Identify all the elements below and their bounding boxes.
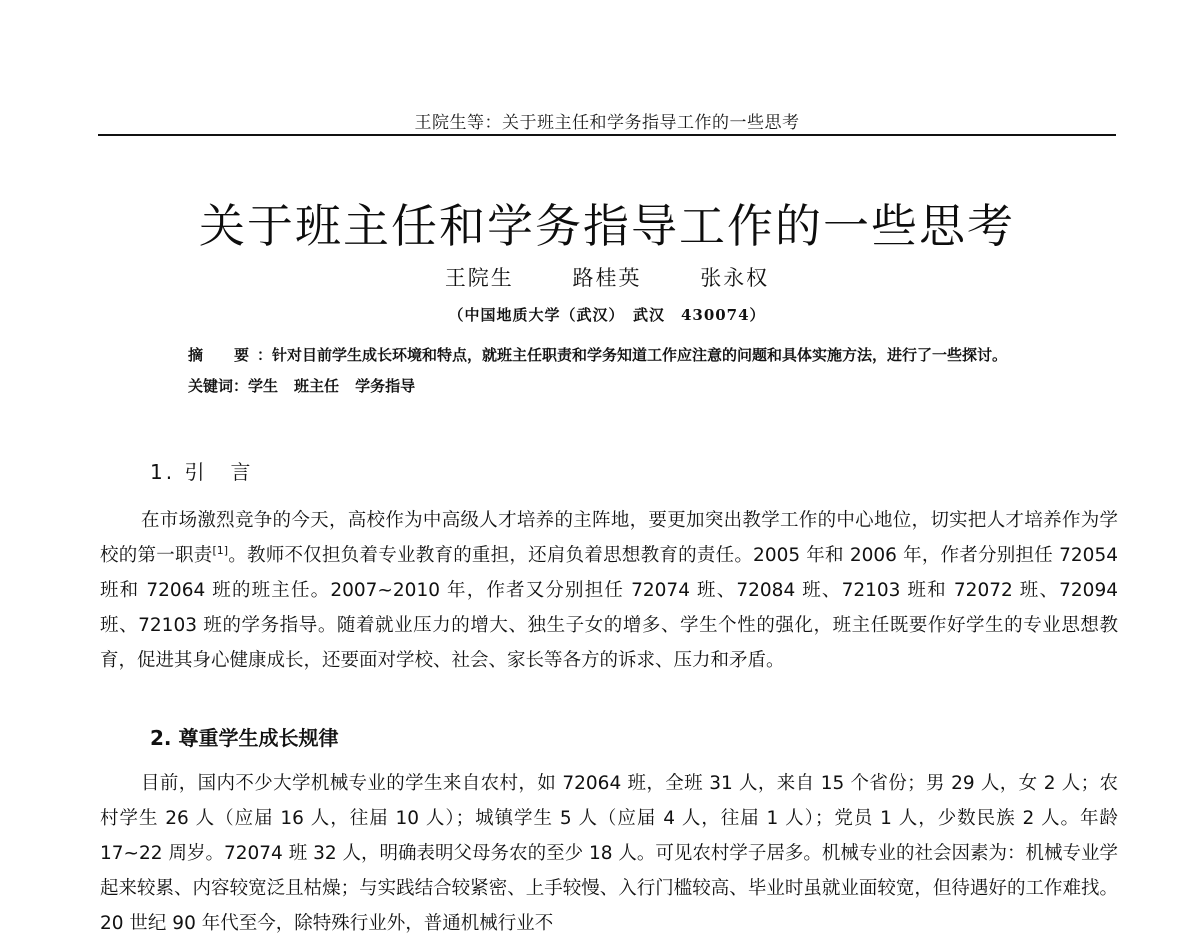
- abstract-label: 摘 要: [188, 346, 258, 364]
- body-paragraph: [100, 503, 1118, 678]
- running-header: 王院生等：关于班主任和学务指导工作的一些思考: [414, 113, 800, 133]
- body-paragraph: 目前，国内不少大学机械专业的学生来自农村，如 72064 班，全班 31 人，来自 15 个省份；男 29 人，女 2 人；农村学生 26 人（应届 16 人，往届 10 人）；城镇学生 5 人（应届 4 人，往届 1 人）；党员 1 人，少数民族 2 人。年龄 17~22 周岁。72074 班 32 人，明确表明父母务农的至少 18 人。可见农村学子居多。机械专业的社会因素为：机械专业学起来较累、内容较宽泛且枯燥；与实践结合较紧密、上手较慢、入行门槛较高、毕业时虽就业面较宽，但待遇好的工作难找。20 世纪 90 年代至今，除特殊行业外，普通机械行业不: [100, 773, 1118, 934]
- keyword: 班主任: [294, 377, 340, 395]
- paragraph-text: 在市场激烈竞争的今天，高校作为中高级人才培养的主阵地，要更加突出教学工作的中心地位，切实把人才培养作为学校的第一职责: [100, 510, 1118, 566]
- affiliation: （中国地质大学（武汉） 武汉 430074）: [448, 306, 766, 324]
- abstract-text: ：针对目前学生成长环境和特点，就班主任职责和学务知道工作应注意的问题和具体实施方法，进行了一些探讨。: [257, 346, 1008, 364]
- header-rule: [98, 134, 1116, 136]
- author-list: [98, 262, 1116, 292]
- paper-title: 关于班主任和学务指导工作的一些思考: [199, 199, 1015, 253]
- author-name: 路桂英: [572, 266, 642, 290]
- author-name: 张永权: [700, 266, 770, 290]
- keywords: [188, 371, 1068, 402]
- abstract: [188, 340, 1068, 371]
- citation-marker: [1]: [212, 543, 229, 557]
- paragraph-text: 。教师不仅担负着专业教育的重担，还肩负着思想教育的责任。2005 年和 2006 年，作者分别担任 72054 班和 72064 班的班主任。2007~2010 年，作者又分别担任 72074 班、72084 班、72103 班和 72072 班、72094 班、72103 班的学务指导。随着就业压力的增大、独生子女的增多、学生个性的强化，班主任既要作好学生的专业思想教育，促进其身心健康成长，还要面对学校、社会、家长等各方的诉求、压力和矛盾。: [100, 545, 1118, 671]
- section-heading-growth: 2. 尊重学生成长规律: [150, 726, 339, 750]
- keyword: 学生: [248, 377, 279, 395]
- keywords-separator: ：: [233, 377, 249, 395]
- author-name: 王院生: [444, 266, 514, 290]
- keyword: 学务指导: [355, 377, 416, 395]
- keywords-label: 关键词: [188, 377, 234, 395]
- section-heading-introduction: 1. 引 言: [150, 460, 254, 484]
- abstract-block: [188, 340, 1068, 402]
